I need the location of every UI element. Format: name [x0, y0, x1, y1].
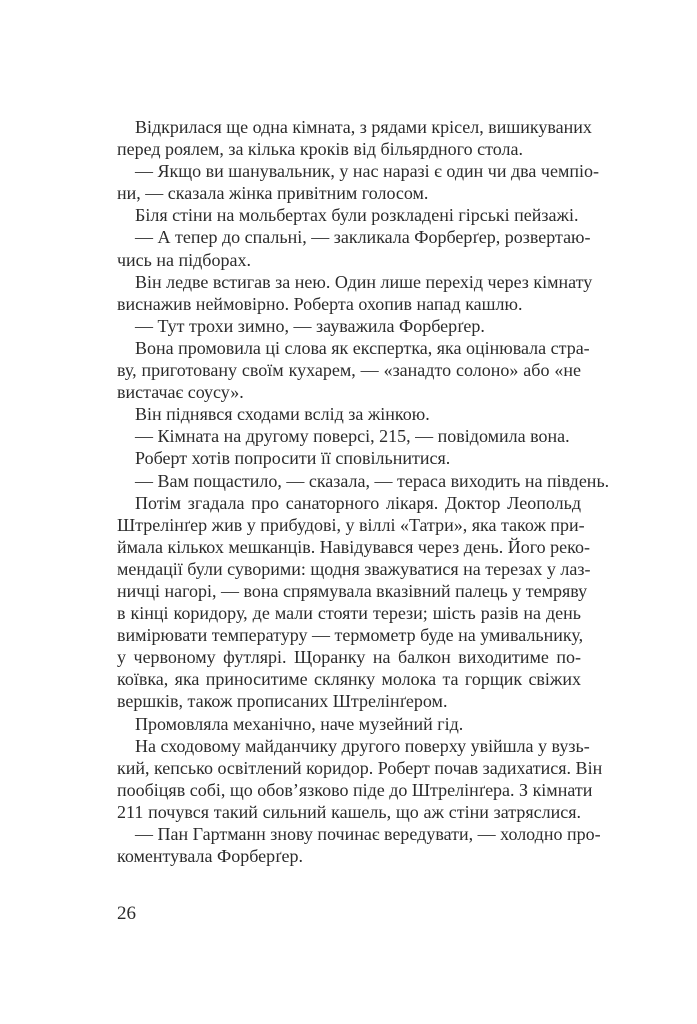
text-line: ймала кількох мешканців. Навідувався через день. Його реко- [117, 536, 590, 557]
text-line: чись на підборах. [117, 249, 251, 270]
text-line: На сходовому майданчику другого поверху увійшла у вузь- [135, 735, 590, 756]
text-line: мендації були суворими: щодня зважуватися на терезах у лаз- [117, 558, 591, 579]
text-line: у червоному футлярі. Щоранку на балкон виходитиме по- [117, 647, 581, 668]
text-line: Біля стіни на мольбертах були розкладені гірські пейзажі. [135, 205, 579, 226]
text-line: Промовляла механічно, наче музейний гід. [135, 713, 464, 734]
text-line: Він ледве встигав за нею. Один лише перехід через кімнату [135, 271, 593, 292]
text-line: — Пан Гартманн знову починає вередувати, — холодно про- [135, 824, 601, 844]
body-text [117, 116, 610, 867]
text-line: пообіцяв собі, що обов’язково піде до Штрелінґера. З кімнати [117, 779, 593, 800]
text-line: коментувала Форберґер. [117, 846, 303, 867]
text-line: Штрелінґер жив у прибудові, у віллі «Татри», яка також при- [117, 514, 585, 535]
text-line: — Тут трохи зимно, — зауважила Форберґер. [135, 315, 485, 336]
text-line: 211 почувся такий сильний кашель, що аж стіни затряслися. [117, 801, 581, 822]
text-line: Відкрилася ще одна кімната, з рядами крісел, вишикуваних [135, 117, 592, 137]
text-line: вершків, також прописаних Штрелінґером. [117, 691, 448, 712]
text-line: ничці нагорі, — вона спрямувала вказівний палець у темряву [117, 580, 588, 601]
text-line: вимірювати температуру — термометр буде на умивальнику, [117, 625, 584, 646]
text-line: — А тепер до спальні, — закликала Форберґер, розвертаю- [135, 227, 591, 248]
text-line: Вона промовила ці слова як експертка, яка оцінювала стра- [135, 337, 590, 358]
text-line: ни, — сказала жінка привітним голосом. [117, 183, 429, 204]
text-line: кий, кепсько освітлений коридор. Роберт почав задихатися. Він [117, 757, 603, 778]
text-line: Потім згадала про санаторного лікаря. Доктор Леопольд [135, 492, 581, 513]
text-line: — Вам пощастило, — сказала, — тераса виходить на південь. [135, 470, 610, 491]
text-line: в кінці коридору, де мали стояти терези; шість разів на день [117, 603, 581, 624]
text-line: ву, приготовану своїм кухарем, — «занадто солоно» або «не [117, 360, 581, 381]
text-line: Роберт хотів попросити її сповільнитися. [135, 448, 451, 469]
text-line: коївка, яка приноситиме склянку молока та горщик свіжих [117, 669, 581, 690]
text-line: Він піднявся сходами вслід за жінкою. [135, 404, 430, 425]
text-line: виснажив неймовірно. Роберта охопив напад кашлю. [117, 293, 523, 314]
text-line: перед роялем, за кілька кроків від більярдного стола. [117, 139, 523, 160]
text-line: — Якщо ви шанувальник, у нас наразі є один чи два чемпіо- [135, 161, 599, 182]
page-number: 26 [117, 903, 136, 924]
text-line: — Кімната на другому поверсі, 215, — повідомила вона. [135, 426, 570, 447]
text-line: вистачає соусу». [117, 382, 244, 403]
